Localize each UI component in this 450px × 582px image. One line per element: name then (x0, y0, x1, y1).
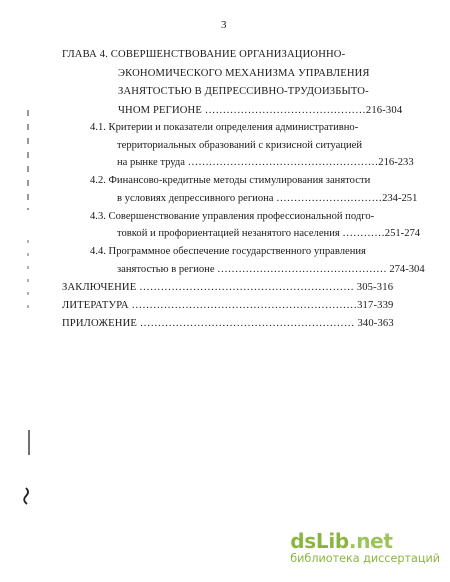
watermark-logo-part1: dsLib (290, 529, 349, 553)
section-4-2-line-1: 4.2. Финансово-кредитные методы стимулирования занятости (90, 175, 371, 186)
section-4-1-line-1: 4.1. Критерии и показатели определения административно- (90, 122, 359, 133)
chapter4-title-line-2: ЭКОНОМИЧЕСКОГО МЕХАНИЗМА УПРАВЛЕНИЯ (118, 68, 370, 79)
section-4-4-line-2: занятостью в регионе ………………………………………… 274-304 (117, 264, 425, 275)
watermark (290, 530, 440, 566)
section-4-1-line-2: территориальных образований с кризисной ситуацией (117, 140, 363, 151)
chapter4-title-line-3: ЗАНЯТОСТЬЮ В ДЕПРЕССИВНО-ТРУДОИЗБЫТО- (118, 86, 369, 97)
chapter4-title-line-1: ГЛАВА 4. СОВЕРШЕНСТВОВАНИЕ ОРГАНИЗАЦИОННО- (62, 49, 346, 60)
toc-conclusion: ЗАКЛЮЧЕНИЕ …………………………………………………… 305-316 (62, 282, 394, 293)
watermark-subtitle: библиотека диссертаций (290, 552, 440, 565)
section-4-3-line-2: товкой и профориентацией незанятого населения …………251-274 (117, 228, 421, 239)
toc-appendix: ПРИЛОЖЕНИЕ …………………………………………………… 340-363 (62, 318, 394, 329)
section-4-1-line-3: на рынке труда ………………………………………………216-233 (117, 157, 414, 168)
section-4-2-line-2: в условиях депрессивного региона …………………………234-251 (117, 193, 418, 204)
section-4-4-line-1: 4.4. Программное обеспечение государственного управления (90, 246, 366, 257)
page-number: 3 (221, 19, 227, 31)
toc-literature: ЛИТЕРАТУРА ………………………………………………………317-339 (62, 300, 394, 311)
chapter4-title-line-4: ЧНОМ РЕГИОНЕ ………………………………………216-304 (118, 105, 403, 116)
section-4-3-line-1: 4.3. Совершенствование управления профессиональной подго- (90, 211, 375, 222)
watermark-logo-part2: .net (348, 529, 393, 553)
watermark-logo (290, 530, 440, 552)
